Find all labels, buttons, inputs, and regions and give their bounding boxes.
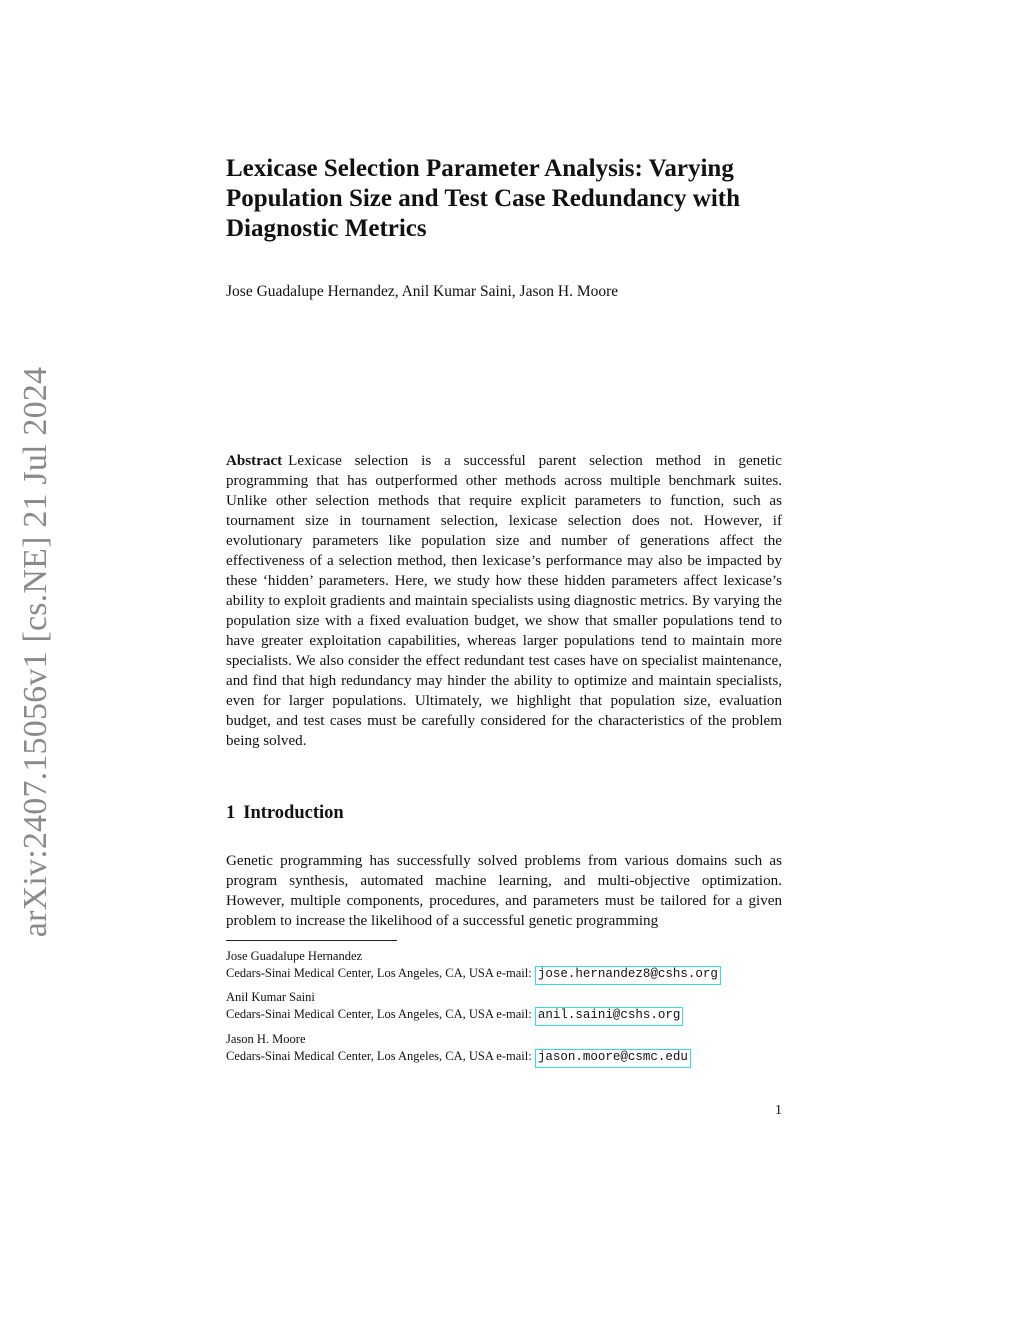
footnote-affiliation: Cedars-Sinai Medical Center, Los Angeles, CA, USA e-mail: (226, 1007, 532, 1021)
paper-title: Lexicase Selection Parameter Analysis: Varying Population Size and Test Case Redundancy with Diagnostic Metrics (226, 155, 741, 242)
footnote-affiliation: Cedars-Sinai Medical Center, Los Angeles, CA, USA e-mail: (226, 1049, 532, 1063)
email-link[interactable]: anil.saini@cshs.org (535, 1007, 684, 1026)
abstract (226, 451, 782, 751)
footnote-author-name: Jason H. Moore (226, 1032, 306, 1046)
footnote-affiliation: Cedars-Sinai Medical Center, Los Angeles, CA, USA e-mail: (226, 966, 532, 980)
footnote-author-1 (226, 948, 782, 985)
introduction-paragraph: Genetic programming has successfully solved problems from various domains such as program synthesis, automated machine learning, and multi-objective optimization. However, multiple components, procedures, and parameters must be tailored for a given problem to increase the likelihood of a successful genetic programming (226, 853, 782, 929)
page-number: 1 (775, 1103, 782, 1118)
footnote-author-name: Jose Guadalupe Hernandez (226, 949, 363, 963)
footnote-divider (226, 940, 397, 941)
author-list: Jose Guadalupe Hernandez, Anil Kumar Saini, Jason H. Moore (226, 283, 619, 300)
section-number: 1 (226, 803, 236, 823)
arxiv-identifier: arXiv:2407.15056v1 [cs.NE] 21 Jul 2024 (17, 366, 54, 938)
section-heading (226, 801, 344, 825)
footnote-affiliation-line (226, 1048, 782, 1068)
footnote-author-3 (226, 1031, 782, 1068)
email-link[interactable]: jason.moore@csmc.edu (535, 1049, 691, 1068)
footnote-affiliation-line (226, 965, 782, 985)
footnote-affiliation-line (226, 1006, 782, 1026)
abstract-label: Abstract (226, 453, 283, 469)
section-title: Introduction (243, 803, 344, 823)
footnote-author-name: Anil Kumar Saini (226, 990, 315, 1004)
footnote-author-2 (226, 989, 782, 1026)
email-link[interactable]: jose.hernandez8@cshs.org (535, 966, 721, 985)
abstract-text: Lexicase selection is a successful parent selection method in genetic programming that has outperformed other methods across multiple benchmark suites. Unlike other selection methods that require explicit parameters to function, such as tournament size in tournament selection, lexicase selection does not. However, if evolutionary parameters like population size and number of generations affect the effectiveness of a selection method, then lexicase’s performance may also be impacted by these ‘hidden’ parameters. Here, we study how these hidden parameters affect lexicase’s ability to exploit gradients and maintain specialists using diagnostic metrics. By varying the population size with a fixed evaluation budget, we show that smaller populations tend to have greater exploitation capabilities, whereas larger populations tend to maintain more specialists. We also consider the effect redundant test cases have on specialist maintenance, and find that high redundancy may hinder the ability to optimize and maintain specialists, even for larger populations. Ultimately, we highlight that population size, evaluation budget, and test cases must be carefully considered for the characteristics of the problem being solved. (226, 453, 782, 749)
